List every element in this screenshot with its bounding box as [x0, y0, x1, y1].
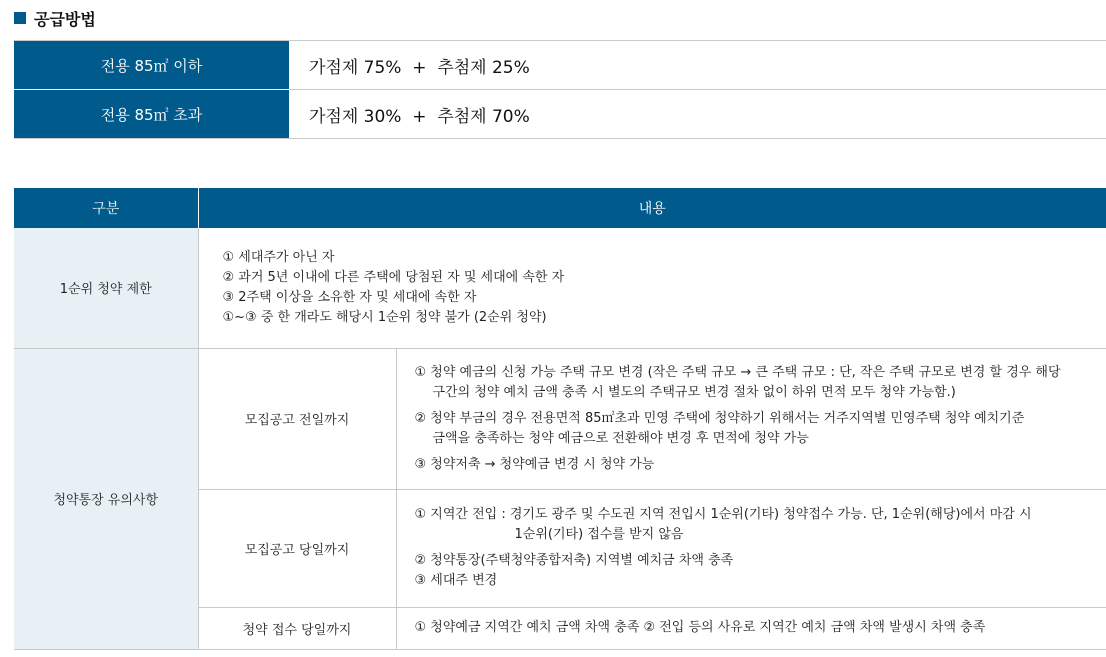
list-item: ② 과거 5년 이내에 다른 주택에 당첨된 자 및 세대에 속한 자 — [222, 269, 565, 285]
list-item: ① 지역간 전입 : 경기도 광주 및 수도권 지역 전입시 1순위(기타) 청약접수 가능. 단, 1순위(해당)에서 마감 시 — [414, 507, 1032, 522]
sub-category-same-day: 모집공고 당일까지 — [198, 489, 396, 607]
square-bullet-icon — [14, 12, 26, 24]
list-item: ① 청약예금 지역간 예치 금액 차액 충족 ② 전입 등의 사유로 지역간 예치 금액 차액 발생시 차액 충족 — [414, 620, 986, 635]
sub-category-application-day: 청약 접수 당일까지 — [198, 607, 396, 649]
supply-value: 가점제 30% + 추첨제 70% — [289, 90, 1106, 139]
list-item: ③ 청약저축 → 청약예금 변경 시 청약 가능 — [414, 456, 655, 472]
first-rank-row — [14, 228, 1106, 348]
list-item-continuation: 1순위(기타) 접수를 받지 않음 — [514, 527, 684, 542]
section-title: 공급방법 — [34, 9, 96, 29]
header-category: 구분 — [14, 188, 198, 228]
supply-row — [14, 41, 1106, 90]
supply-row — [14, 90, 1106, 139]
list-item-continuation: 구간의 청약 예치 금액 충족 시 별도의 주택규모 변경 절차 없이 하위 면적 모두 청약 가능함.) — [432, 384, 956, 400]
first-rank-content — [198, 228, 1106, 348]
header-content: 내용 — [198, 188, 1106, 228]
list-item: ① 청약 예금의 신청 가능 주택 규모 변경 (작은 주택 규모 → 큰 주택 규모 : 단, 작은 주택 규모로 변경 할 경우 해당 — [414, 364, 1061, 380]
before-content — [396, 348, 1106, 489]
account-notes-category: 청약통장 유의사항 — [14, 348, 198, 649]
list-item: ③ 2주택 이상을 소유한 자 및 세대에 속한 자 — [222, 289, 477, 305]
table-header-row — [14, 188, 1106, 228]
supply-value: 가점제 75% + 추첨제 25% — [289, 41, 1106, 90]
list-item: ①~③ 중 한 개라도 해당시 1순위 청약 불가 (2순위 청약) — [222, 309, 547, 325]
application-day-content — [396, 607, 1106, 649]
sub-category-before: 모집공고 전일까지 — [198, 348, 396, 489]
account-notes-row — [14, 348, 1106, 489]
supply-label: 전용 85㎡ 이하 — [14, 41, 289, 90]
first-rank-category: 1순위 청약 제한 — [14, 228, 198, 348]
supply-label: 전용 85㎡ 초과 — [14, 90, 289, 139]
list-item: ② 청약 부금의 경우 전용면적 85㎡초과 민영 주택에 청약하기 위해서는 거주지역별 민영주택 청약 예치기준 — [414, 410, 1025, 426]
section-heading — [14, 6, 96, 30]
supply-method-table — [14, 40, 1106, 139]
list-item-continuation: 금액을 충족하는 청약 예금으로 전환해야 변경 후 면적에 청약 가능 — [432, 430, 809, 446]
list-item: ③ 세대주 변경 — [414, 573, 498, 588]
list-item: ① 세대주가 아닌 자 — [222, 249, 335, 265]
subscription-rules-table — [14, 188, 1106, 650]
list-item: ② 청약통장(주택청약종합저축) 지역별 예치금 차액 충족 — [414, 553, 734, 568]
same-day-content — [396, 489, 1106, 607]
